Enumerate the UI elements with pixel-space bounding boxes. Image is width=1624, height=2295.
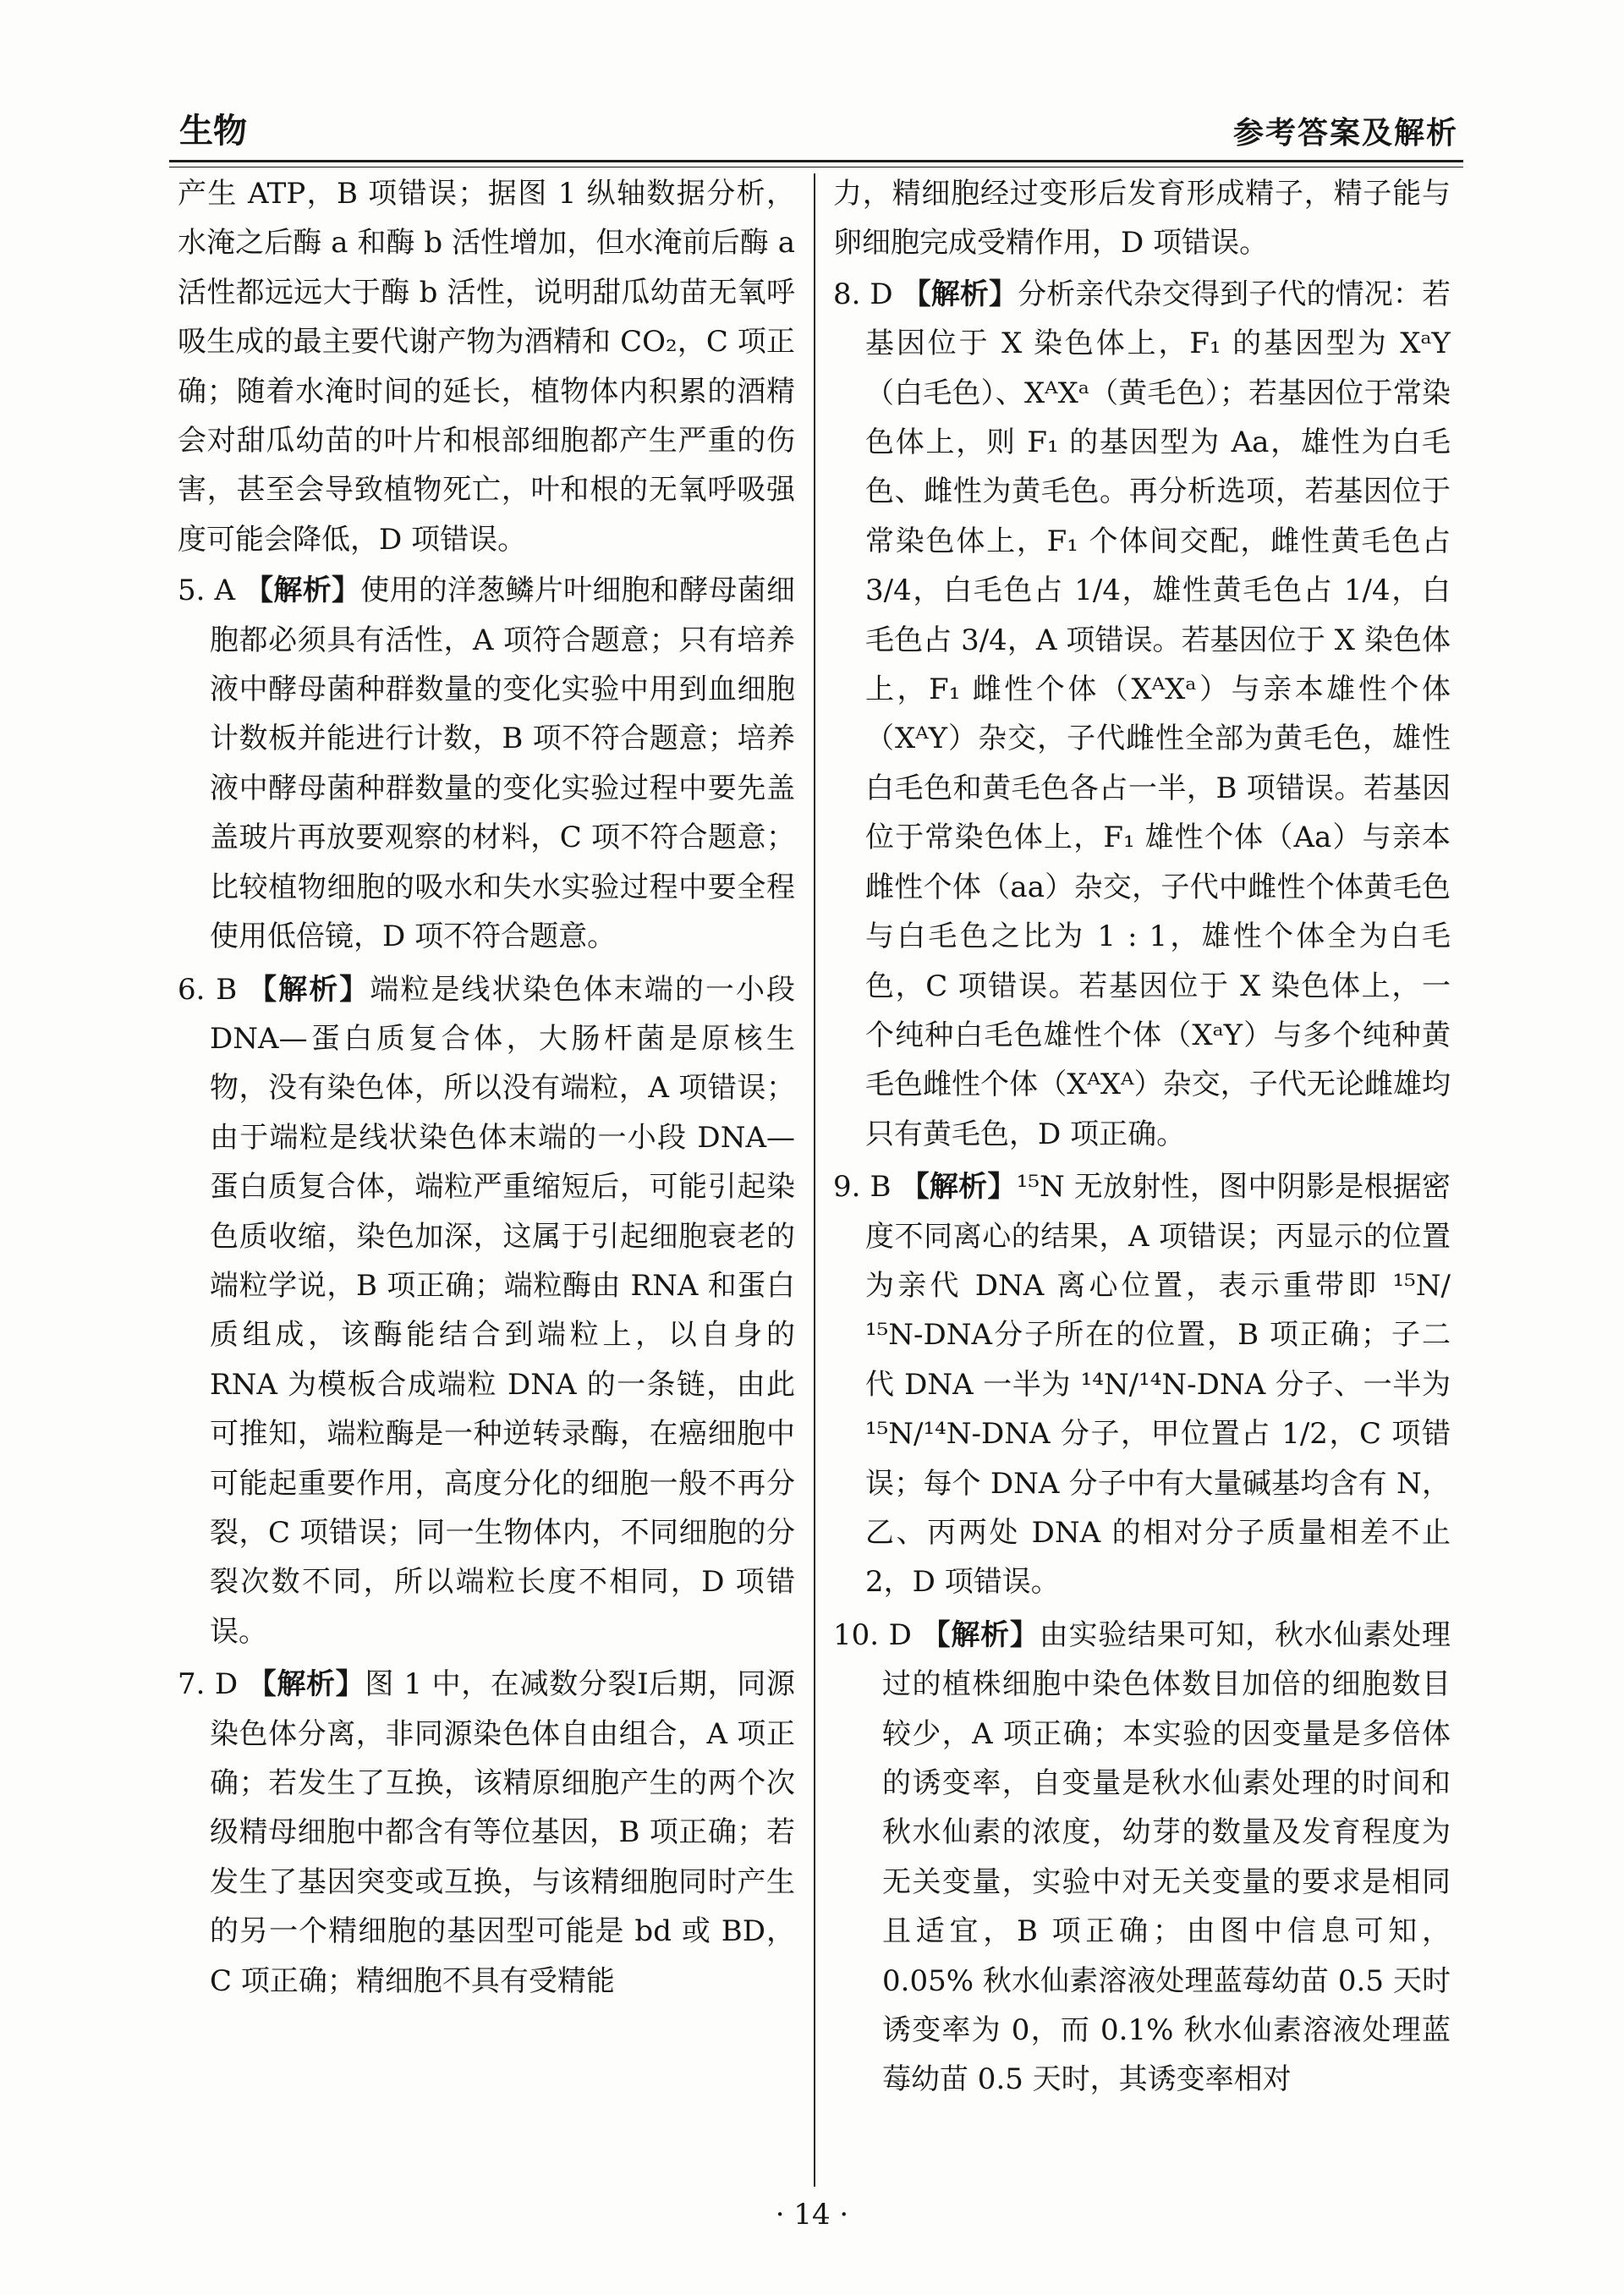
item-text: 分析亲代杂交得到子代的情况：若基因位于 X 染色体上，F₁ 的基因型为 XᵃY（白毛色）、XᴬXᵃ（黄毛色）；若基因位于常染色体上，则 F₁ 的基因型为 Aa，雄性为白毛色、雌性为黄毛色。再分析选项，若基因位于常染色体上，F₁ 个体间交配，雌性黄毛色占 3/4，白毛色占 1/4，雄性黄毛色占 1/4，白毛色占 3/4，A 项错误。若基因位于 X 染色体上，F₁ 雌性个体（XᴬXᵃ）与亲本雄性个体（XᴬY）杂交，子代雌性全部为黄毛色，雄性白毛色和黄毛色各占一半，B 项错误。若基因位于常染色体上，F₁ 雄性个体（Aa）与亲本雌性个体（aa）杂交，子代中雌性个体黄毛色与白毛色之比为 1 : 1，雄性个体全为白毛色，C 项错误。若基因位于 X 染色体上，一个纯种白毛色雄性个体（XᵃY）与多个纯种黄毛色雌性个体（XᴬXᴬ）杂交，子代无论雌雄均只有黄毛色，D 项正确。	[865, 277, 1451, 1151]
answer-item-7	[178, 1660, 795, 2006]
item-text: ¹⁵N 无放射性，图中阴影是根据密度不同离心的结果，A 项错误；丙显示的位置为亲代 DNA 离心位置，表示重带即 ¹⁵N/¹⁵N-DNA分子所在的位置，B 项正确；子二代 DNA 一半为 ¹⁴N/¹⁴N-DNA 分子、一半为 ¹⁵N/¹⁴N-DNA 分子，甲位置占 1/2，C 项错误；每个 DNA 分子中有大量碱基均含有 N，乙、丙两处 DNA 的相对分子质量相差不止 2，D 项错误。	[865, 1170, 1451, 1600]
answer-item-8	[833, 270, 1451, 1159]
analysis-tag: 【解析】	[248, 972, 370, 1007]
item-text: 由实验结果可知，秋水仙素处理过的植株细胞中染色体数目加倍的细胞数目较少，A 项正确；本实验的因变量是多倍体的诱变率，自变量是秋水仙素处理的时间和秋水仙素的浓度，幼芽的数量及发育程度为无关变量，实验中对无关变量的要求是相同且适宜，B 项正确；由图中信息可知，0.05% 秋水仙素溶液处理蓝莓幼苗 0.5 天时诱变率为 0，而 0.1% 秋水仙素溶液处理蓝莓幼苗 0.5 天时，其诱变率相对	[882, 1617, 1451, 2097]
item-text: 图 1 中，在减数分裂Ⅰ后期，同源染色体分离，非同源染色体自由组合，A 项正确；若发生了互换，该精原细胞产生的两个次级精母细胞中都含有等位基因，B 项正确；若发生了基因突变或互换，与该精细胞同时产生的另一个精细胞的基因型可能是 bd 或 BD，C 项正确；精细胞不具有受精能	[210, 1667, 795, 1998]
continued-paragraph: 力，精细胞经过变形后发育形成精子，精子能与卵细胞完成受精作用，D 项错误。	[833, 177, 1451, 261]
item-number: 9. B	[833, 1170, 892, 1205]
section-title: 参考答案及解析	[1232, 116, 1458, 151]
right-column	[833, 169, 1451, 2191]
page-header	[169, 100, 1463, 167]
page-number: · 14 ·	[775, 2198, 849, 2232]
continued-paragraph: 产生 ATP，B 项错误；据图 1 纵轴数据分析，水淹之后酶 a 和酶 b 活性增加，但水淹前后酶 a 活性都远远大于酶 b 活性，说明甜瓜幼苗无氧呼吸生成的最主要代谢产物为酒精和 CO₂，C 项正确；随着水淹时间的延长，植物体内积累的酒精会对甜瓜幼苗的叶片和根部细胞都产生严重的伤害，甚至会导致植物死亡，叶和根的无氧呼吸强度可能会降低，D 项错误。	[178, 177, 795, 557]
item-text: 端粒是线状染色体末端的一小段 DNA—蛋白质复合体，大肠杆菌是原核生物，没有染色体，所以没有端粒，A 项错误；由于端粒是线状染色体末端的一小段 DNA—蛋白质复合体，端粒严重缩短后，可能引起染色质收缩，染色加深，这属于引起细胞衰老的端粒学说，B 项正确；端粒酶由 RNA 和蛋白质组成，该酶能结合到端粒上，以自身的 RNA 为模板合成端粒 DNA 的一条链，由此可推知，端粒酶是一种逆转录酶，在癌细胞中可能起重要作用，高度分化的细胞一般不再分裂，C 项错误；同一生物体内，不同细胞的分裂次数不同，所以端粒长度不相同，D 项错误。	[210, 972, 795, 1649]
analysis-tag: 【解析】	[900, 1170, 1017, 1205]
item-text: 使用的洋葱鳞片叶细胞和酵母菌细胞都必须具有活性，A 项符合题意；只有培养液中酵母菌种群数量的变化实验中用到血细胞计数板并能进行计数，B 项不符合题意；培养液中酵母菌种群数量的变化实验过程中要先盖盖玻片再放要观察的材料，C 项不符合题意；比较植物细胞的吸水和失水实验过程中要全程使用低倍镜，D 项不符合题意。	[210, 574, 795, 954]
item-number: 7. D	[178, 1667, 239, 1702]
analysis-tag: 【解析】	[244, 574, 361, 608]
item-number: 5. A	[178, 574, 236, 608]
item-number: 10. D	[833, 1617, 912, 1652]
column-divider	[814, 173, 815, 2187]
answer-item-9	[833, 1162, 1451, 1607]
item-number: 6. B	[178, 972, 238, 1007]
answer-item-5	[178, 566, 795, 961]
analysis-tag: 【解析】	[247, 1667, 365, 1702]
left-column	[178, 169, 795, 2191]
answer-item-6	[178, 965, 795, 1657]
header-rule-thick	[169, 160, 1463, 162]
subject-title: 生物	[179, 112, 247, 151]
answer-item-10	[833, 1611, 1451, 2105]
analysis-tag: 【解析】	[902, 277, 1018, 311]
analysis-tag: 【解析】	[921, 1617, 1040, 1652]
item-number: 8. D	[833, 277, 893, 311]
